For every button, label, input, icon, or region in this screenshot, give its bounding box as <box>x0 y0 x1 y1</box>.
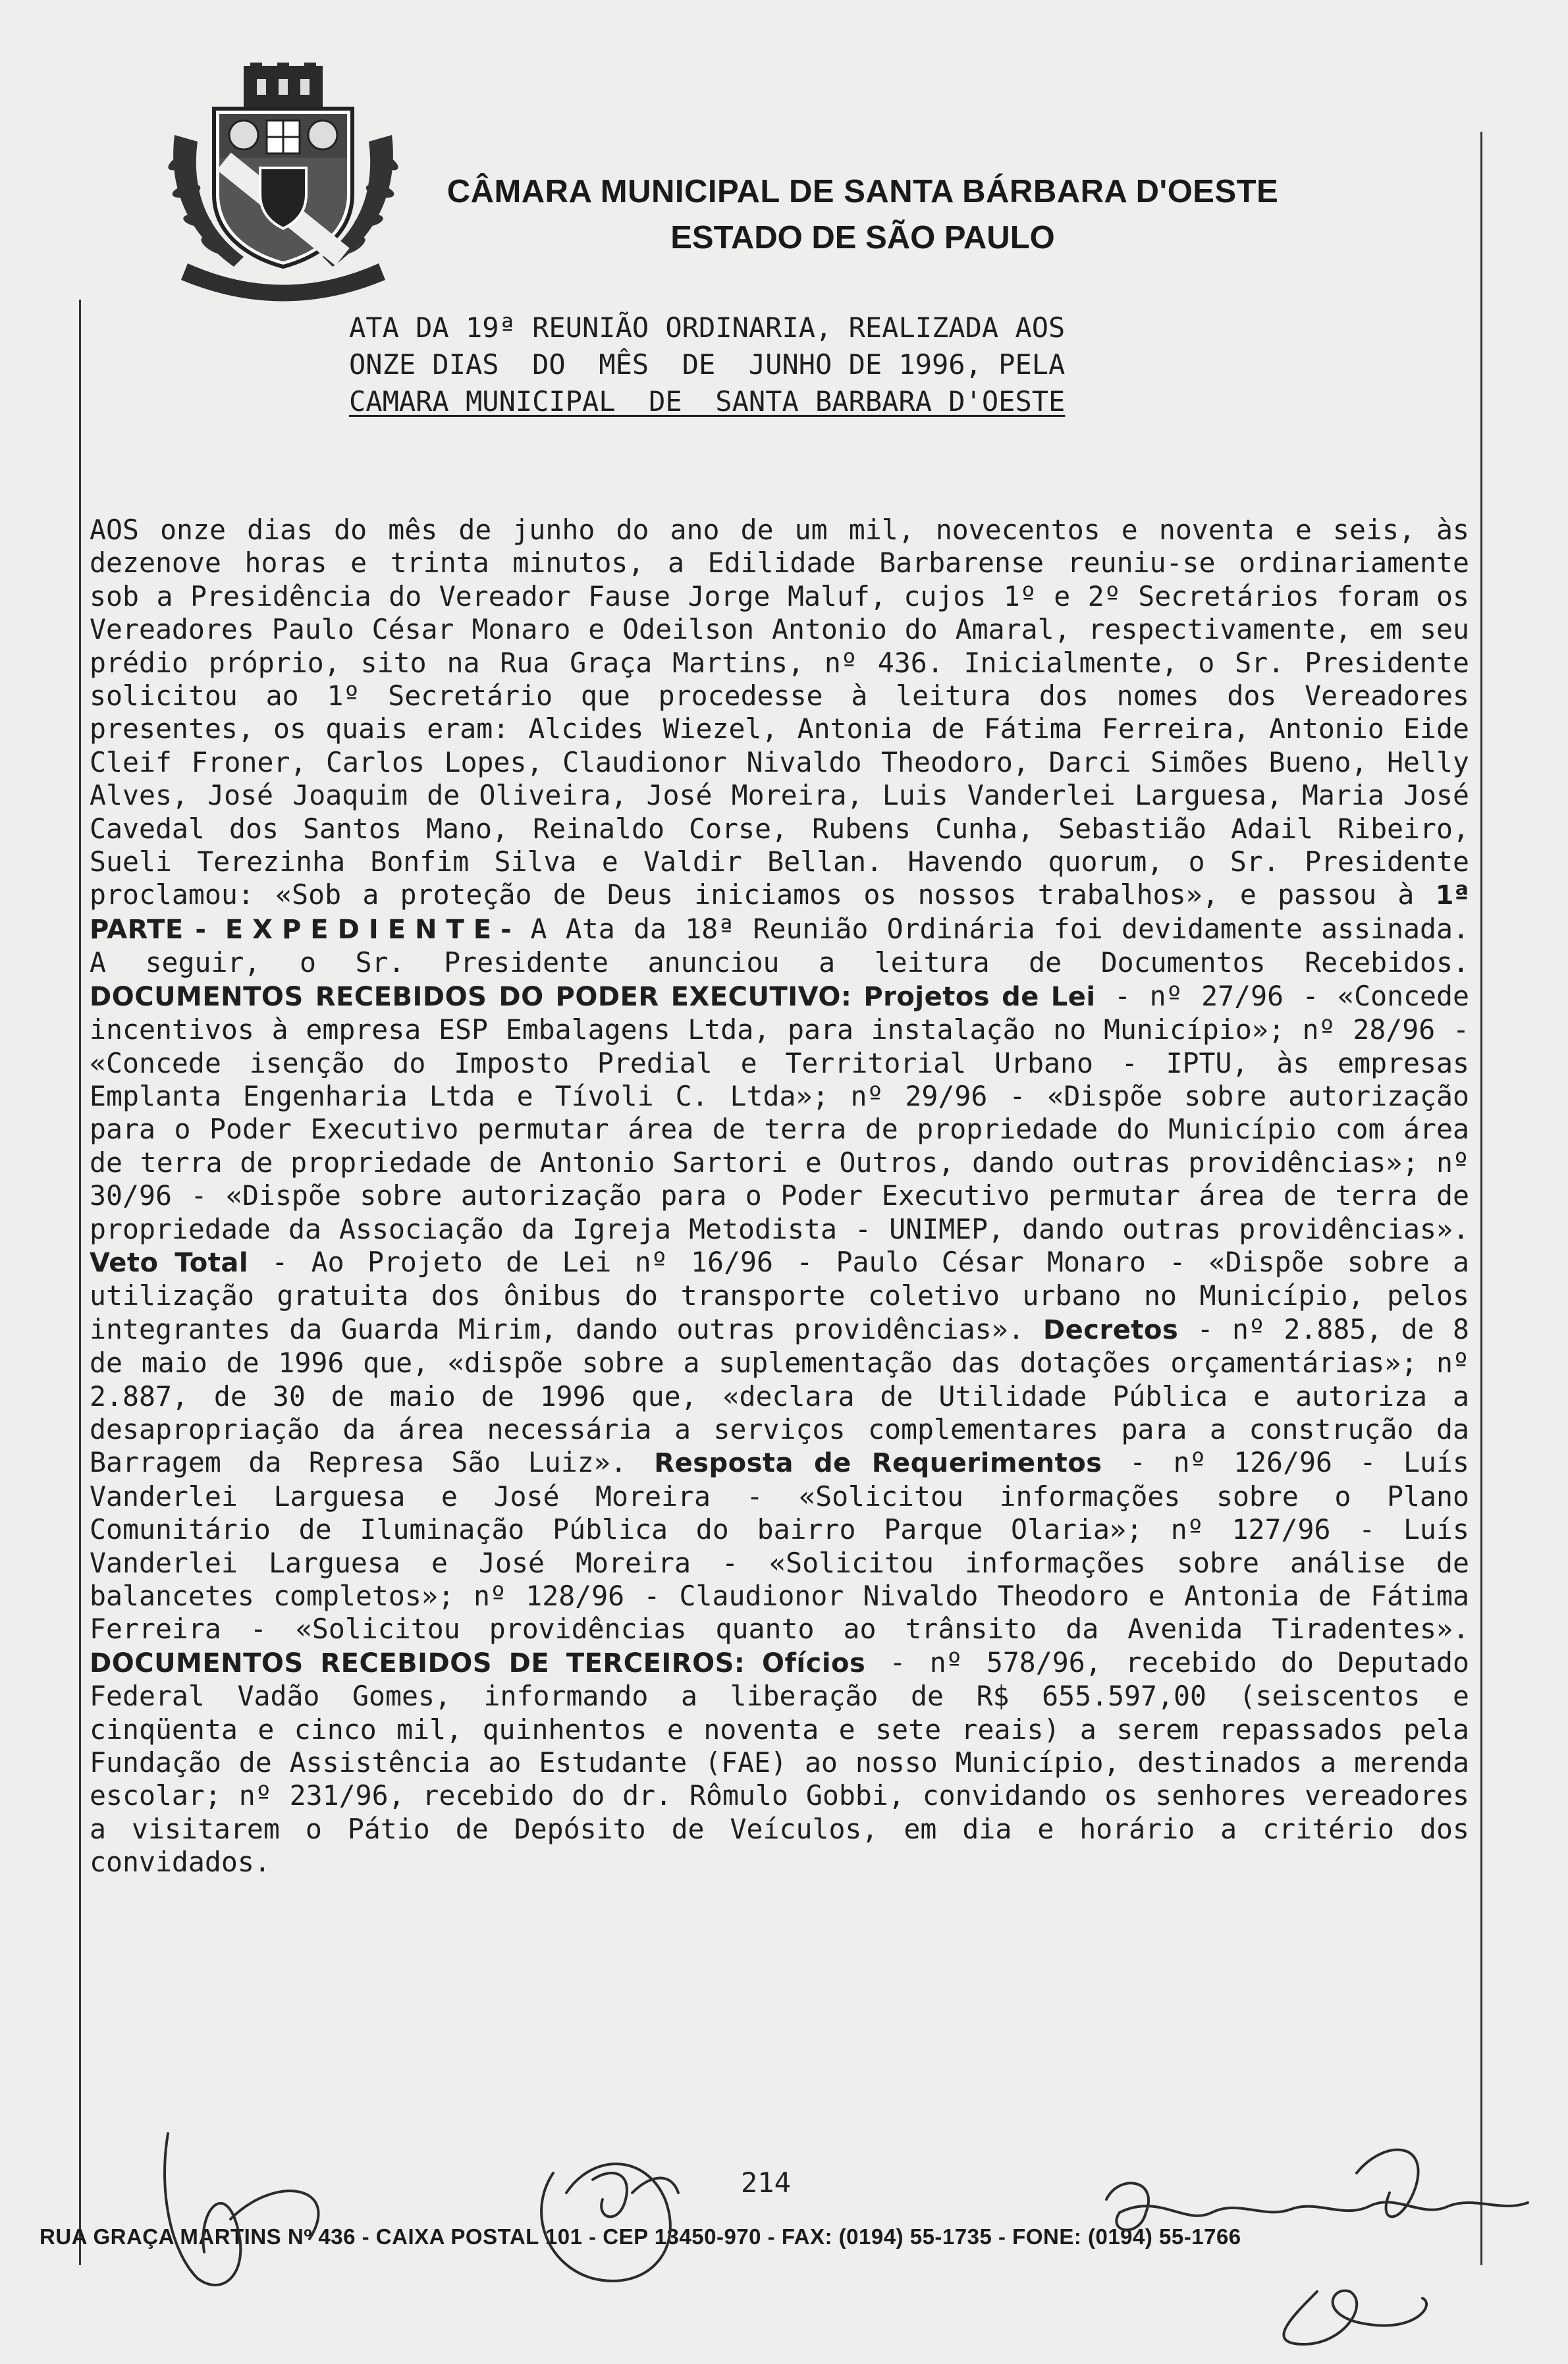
veto-text: - Ao Projeto de Lei nº 16/96 - Paulo César Monaro - «Dispõe sobre a utilização gratuita dos ônibus do transporte coletivo urbano no Município, pelos integrantes da Guarda Mirim, dando outras providências». <box>90 1245 1469 1345</box>
decrees-text: - nº 2.885, de 8 de maio de 1996 que, «dispõe sobre a suplementação das dotações orçamentárias»; nº 2.887, de 30 de maio de 1996 que, «declara de Utilidade Pública e autoriza a desapropriação da área necessária a serviços complementares para a construção da Barragem da Represa São Luiz». <box>90 1312 1469 1479</box>
expediente-dash: - <box>500 914 512 945</box>
minutes-body <box>90 514 1469 1879</box>
veto-heading: Veto Total <box>90 1247 249 1278</box>
right-margin-line <box>1480 132 1482 2265</box>
title-line-1: ATA DA 19ª REUNIÃO ORDINARIA, REALIZADA AOS <box>349 311 1066 344</box>
chamber-name: CÂMARA MUNICIPAL DE SANTA BÁRBARA D'OESTE <box>446 174 1279 209</box>
letters-text: - nº 578/96, recebido do Deputado Federal Vadão Gomes, informando a liberação de R$ 655.597,00 (seiscentos e cinqüenta e cinco mil, quinhentos e noventa e sete reais) a serem repassados pela Fundação de Assistência ao Estudante (FAE) ao nosso Município, destinados a merenda escolar; nº 231/96, recebido do dr. Rômulo Gobbi, convidando os senhores vereadores a visitarem o Pátio de Depósito de Veículos, em dia e horário a critério dos convidados. <box>90 1646 1469 1879</box>
page-number: 214 <box>741 2166 791 2199</box>
opening-text: AOS onze dias do mês de junho do ano de um mil, novecentos e noventa e seis, às dezenove horas e trinta minutos, a Edilidade Barbarense reuniu-se ordinariamente sob a Presidência do Vereador Fause Jorge Maluf, cujos 1º e 2º Secretários foram os Vereadores Paulo César Monaro e Odeilson Antonio do Amaral, respectivamente, em seu prédio próprio, sito na Rua Graça Martins, nº 436. Inicialmente, o Sr. Presidente solicitou ao 1º Secretário que procedesse à leitura dos nomes dos Vereadores presentes, os quais eram: Alcides Wiezel, Antonia de Fátima Ferreira, Antonio Eide Cleif Froner, Carlos Lopes, Claudionor Nivaldo Theodoro, Darci Simões Bueno, Helly Alves, José Joaquim de Oliveira, José Moreira, Luis Vanderlei Larguesa, Maria José Cavedal dos Santos Mano, Reinaldo Corse, Rubens Cunha, Sebastião Adail Ribeiro, Sueli Terezinha Bonfim Silva e Valdir Bellan. Havendo quorum, o Sr. Presidente proclamou: «Sob a proteção de Deus iniciamos os nossos trabalhos», e passou à <box>90 514 1469 911</box>
executive-docs-heading: DOCUMENTOS RECEBIDOS DO PODER EXECUTIVO: Projetos de Lei <box>90 981 1096 1012</box>
minutes-approval-text: A Ata da 18ª Reunião Ordinária foi devidamente assinada. A seguir, o Sr. Presidente anunciou a leitura de Documentos Recebidos. <box>90 912 1469 979</box>
minutes-title <box>349 309 1218 420</box>
first-part-label: 1ª PARTE - <box>90 880 1469 945</box>
title-line-3: CAMARA MUNICIPAL DE SANTA BARBARA D'OESTE <box>349 385 1066 417</box>
decrees-heading: Decretos <box>1042 1314 1179 1345</box>
state-name: ESTADO DE SÃO PAULO <box>670 220 1055 255</box>
footer-address: RUA GRAÇA MARTINS Nº 436 - CAIXA POSTAL 101 - CEP 13450-970 - FAX: (0194) 55-1735 - FONE: (0194) 55-1766 <box>40 2224 1241 2249</box>
requests-heading: Resposta de Requerimentos <box>654 1448 1102 1479</box>
expediente-label: EXPEDIENTE <box>225 914 501 945</box>
bills-text: - nº 27/96 - «Concede incentivos à empresa ESP Embalagens Ltda, para instalação no Município»; nº 28/96 - «Concede isenção do Imposto Predial e Territorial Urbano - IPTU, às empresas Emplanta Engenharia Ltda e Tívoli C. Ltda»; nº 29/96 - «Dispõe sobre autorização para o Poder Executivo permutar área de terra de propriedade do Município com área de terra de propriedade de Antonio Sartori e Outros, dando outras providências»; nº 30/96 - «Dispõe sobre autorização para o Poder Executivo permutar área de terra de propriedade da Associação da Igreja Metodista - UNIMEP, dando outras providências». <box>90 979 1469 1245</box>
third-party-docs-heading: DOCUMENTOS RECEBIDOS DE TERCEIROS: Ofícios <box>90 1648 866 1679</box>
title-line-2: ONZE DIAS DO MÊS DE JUNHO DE 1996, PELA <box>349 348 1066 381</box>
coat-of-arms-icon <box>161 63 405 303</box>
left-margin-line <box>79 300 81 2265</box>
body-paragraph <box>90 514 1469 1879</box>
requests-text: - nº 126/96 - Luís Vanderlei Larguesa e José Moreira - «Solicitou informações sobre o Plano Comunitário de Iluminação Pública do bairro Parque Olaria»; nº 127/96 - Luís Vanderlei Larguesa e José Moreira - «Solicitou informações sobre análise de balancetes completos»; nº 128/96 - Claudionor Nivaldo Theodoro e Antonia de Fátima Ferreira - «Solicitou providências quanto ao trânsito da Avenida Tiradentes». <box>90 1446 1469 1646</box>
